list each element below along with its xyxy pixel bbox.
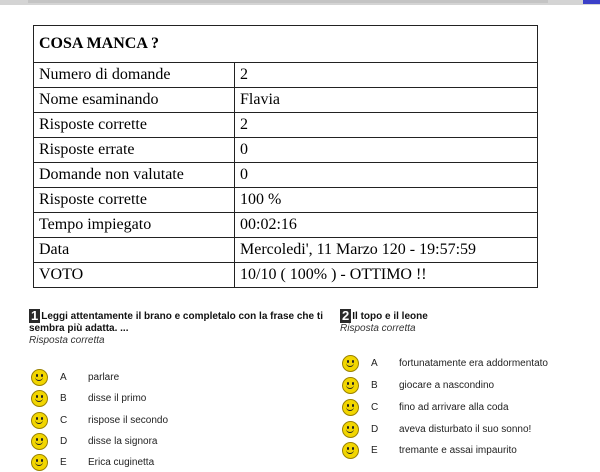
answer-letter: E bbox=[371, 445, 378, 456]
row-label: VOTO bbox=[34, 263, 235, 288]
row-value: 0 bbox=[235, 138, 538, 163]
question-text: Il topo e il leone bbox=[352, 311, 428, 322]
smiley-face-icon bbox=[342, 442, 359, 459]
answer-text: rispose il secondo bbox=[88, 415, 169, 426]
table-row bbox=[34, 138, 538, 163]
row-label: Risposte corrette bbox=[34, 188, 235, 213]
question-text: Leggi attentamente il brano e completalo con la frase che ti sembra più adatta. ... bbox=[29, 311, 323, 334]
row-label: Numero di domande bbox=[34, 63, 235, 88]
table-row bbox=[34, 238, 538, 263]
answer-text: Erica cuginetta bbox=[88, 457, 155, 468]
answer-text: giocare a nascondino bbox=[399, 380, 495, 391]
smiley-face-icon bbox=[342, 421, 359, 438]
answer-letter: A bbox=[60, 372, 67, 383]
row-value: 00:02:16 bbox=[235, 213, 538, 238]
row-value: Mercoledi', 11 Marzo 120 - 19:57:59 bbox=[235, 238, 538, 263]
answer-letter: A bbox=[371, 358, 378, 369]
row-label: Nome esaminando bbox=[34, 88, 235, 113]
table-row bbox=[34, 113, 538, 138]
scrollbar-thumb[interactable] bbox=[28, 0, 548, 3]
table-row bbox=[34, 188, 538, 213]
row-label: Risposte corrette bbox=[34, 113, 235, 138]
table-row bbox=[34, 163, 538, 188]
row-label: Risposte errate bbox=[34, 138, 235, 163]
results-title: COSA MANCA ? bbox=[34, 26, 538, 63]
scroll-arrow[interactable] bbox=[583, 0, 600, 4]
row-value: 100 % bbox=[235, 188, 538, 213]
answer-text: fortunatamente era addormentato bbox=[399, 358, 548, 369]
smiley-face-icon bbox=[31, 390, 48, 407]
question-number: 1 bbox=[31, 308, 39, 323]
results-title-row bbox=[34, 26, 538, 63]
smiley-face-icon bbox=[31, 454, 48, 471]
question-1 bbox=[29, 309, 334, 347]
answer-text: disse il primo bbox=[88, 393, 147, 404]
smiley-face-icon bbox=[342, 399, 359, 416]
table-row bbox=[34, 63, 538, 88]
top-scrollbar[interactable] bbox=[0, 0, 600, 5]
table-row bbox=[34, 88, 538, 113]
row-value: 10/10 ( 100% ) - OTTIMO !! bbox=[235, 263, 538, 288]
row-value: 2 bbox=[235, 63, 538, 88]
table-row bbox=[34, 263, 538, 288]
answer-text: parlare bbox=[88, 372, 120, 383]
question-number: 2 bbox=[342, 308, 350, 323]
answer-text: disse la signora bbox=[88, 436, 158, 447]
answer-letter: B bbox=[371, 380, 378, 391]
row-value: 2 bbox=[235, 113, 538, 138]
smiley-face-icon bbox=[342, 355, 359, 372]
answer-letter: D bbox=[371, 424, 379, 435]
question-status: Risposta corretta bbox=[340, 323, 416, 334]
row-label: Tempo impiegato bbox=[34, 213, 235, 238]
row-label: Domande non valutate bbox=[34, 163, 235, 188]
smiley-face-icon bbox=[342, 377, 359, 394]
row-label: Data bbox=[34, 238, 235, 263]
row-value: Flavia bbox=[235, 88, 538, 113]
results-table bbox=[33, 25, 538, 288]
smiley-face-icon bbox=[31, 369, 48, 386]
answer-text: aveva disturbato il suo sonno! bbox=[399, 424, 532, 435]
answer-letter: D bbox=[60, 436, 68, 447]
answer-text: tremante e assai impaurito bbox=[399, 445, 517, 456]
answer-letter: C bbox=[60, 415, 68, 426]
answer-text: fino ad arrivare alla coda bbox=[399, 402, 509, 413]
answer-letter: C bbox=[371, 402, 379, 413]
smiley-face-icon bbox=[31, 433, 48, 450]
row-value: 0 bbox=[235, 163, 538, 188]
smiley-face-icon bbox=[31, 412, 48, 429]
table-row bbox=[34, 213, 538, 238]
answer-letter: B bbox=[60, 393, 67, 404]
answer-letter: E bbox=[60, 457, 67, 468]
question-status: Risposta corretta bbox=[29, 335, 105, 346]
question-2 bbox=[340, 309, 580, 335]
